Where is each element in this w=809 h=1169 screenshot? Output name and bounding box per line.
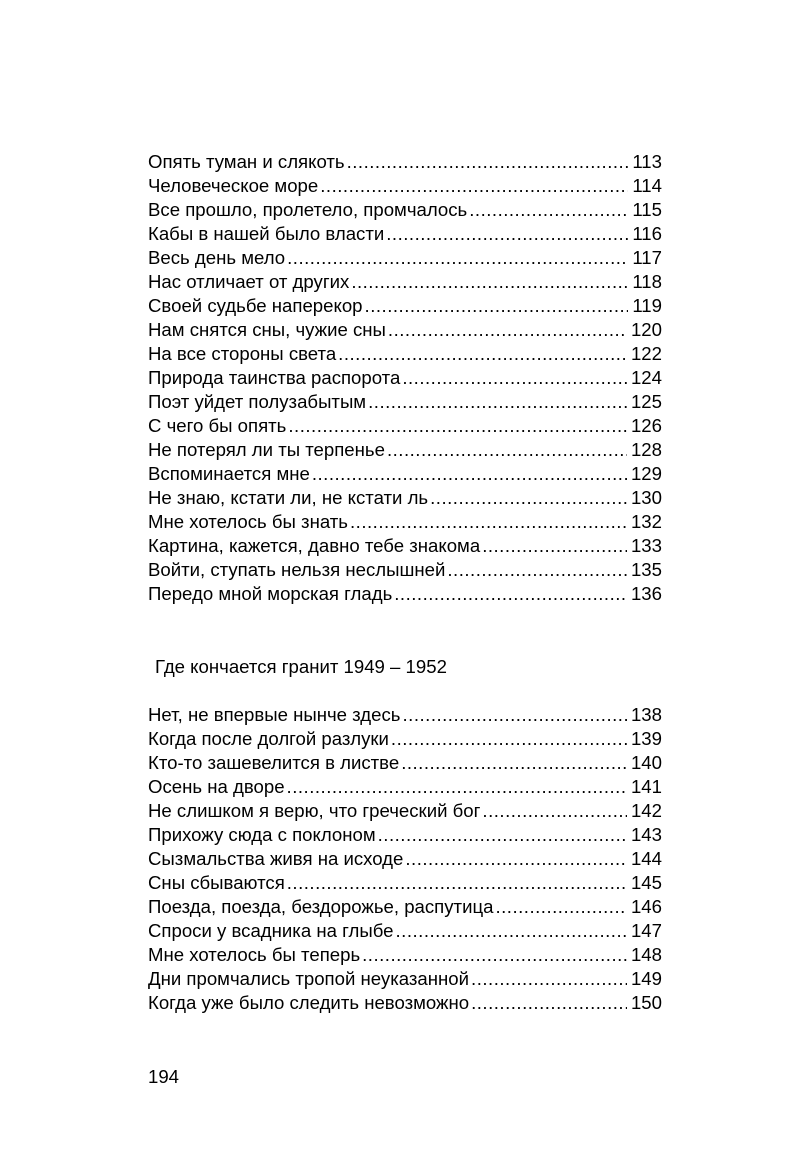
toc-leader-dots — [338, 342, 627, 366]
toc-entry-page: 145 — [630, 872, 662, 893]
toc-entry-title: Кто-то зашевелится в листве — [148, 752, 400, 773]
toc-entry-page: 142 — [630, 800, 662, 821]
toc-entry-page: 141 — [630, 776, 662, 797]
toc-entry — [148, 727, 662, 751]
toc-entry-page: 133 — [630, 535, 662, 556]
toc-entry-page: 130 — [630, 487, 662, 508]
toc-entry-page: 143 — [630, 824, 662, 845]
toc-entry-title: Природа таинства распорота — [148, 367, 401, 388]
toc-entry — [148, 967, 662, 991]
toc-entry — [148, 198, 662, 222]
toc-leader-dots — [471, 967, 627, 991]
toc-entry — [148, 751, 662, 775]
toc-entry — [148, 246, 662, 270]
toc-leader-dots — [347, 150, 629, 174]
toc-entry-page: 122 — [630, 343, 662, 364]
toc-entry-title: Своей судьбе наперекор — [148, 295, 363, 316]
toc-entry-page: 120 — [630, 319, 662, 340]
toc-entry-title: Когда после долгой разлуки — [148, 728, 389, 749]
toc-entry — [148, 510, 662, 534]
toc-entry — [148, 943, 662, 967]
toc-entry-title: Дни промчались тропой неуказанной — [148, 968, 470, 989]
toc-entry-page: 150 — [630, 992, 662, 1013]
toc-leader-dots — [447, 558, 627, 582]
toc-entry-page: 144 — [630, 848, 662, 869]
toc-leader-dots — [350, 510, 627, 534]
toc-entry-page: 124 — [630, 367, 662, 388]
toc-entry-title: Мне хотелось бы теперь — [148, 944, 361, 965]
toc-entry-title: Поезда, поезда, бездорожье, распутица — [148, 896, 494, 917]
toc-entry — [148, 294, 662, 318]
toc-entry-title: Передо мной морская гладь — [148, 583, 393, 604]
toc-entry — [148, 270, 662, 294]
toc-entry-title: Не слишком я верю, что греческий бог — [148, 800, 481, 821]
toc-entry-title: Нет, не впервые нынче здесь — [148, 704, 401, 725]
toc-entry-title: Мне хотелось бы знать — [148, 511, 348, 532]
toc-entry — [148, 150, 662, 174]
toc-entry-page: 147 — [630, 920, 662, 941]
toc-entry — [148, 222, 662, 246]
toc-leader-dots — [351, 270, 628, 294]
toc-entry-page: 139 — [630, 728, 662, 749]
toc-leader-dots — [312, 462, 627, 486]
toc-entry — [148, 823, 662, 847]
toc-entry-title: Поэт уйдет полузабытым — [148, 391, 367, 412]
toc-entry — [148, 799, 662, 823]
table-of-contents-part-1 — [148, 150, 662, 606]
section-heading: Где кончается гранит 1949 – 1952 — [155, 656, 447, 677]
toc-entry-title: Все прошло, пролетело, промчалось — [148, 199, 468, 220]
toc-entry-page: 119 — [632, 295, 662, 316]
toc-entry-page: 118 — [632, 271, 662, 292]
toc-entry-title: Весь день мело — [148, 247, 286, 268]
toc-entry-title: Не потерял ли ты терпенье — [148, 439, 385, 460]
toc-leader-dots — [402, 366, 627, 390]
toc-leader-dots — [482, 799, 627, 823]
toc-entry-page: 129 — [630, 463, 662, 484]
toc-entry-page: 146 — [630, 896, 662, 917]
toc-leader-dots — [391, 727, 627, 751]
toc-entry-title: Спроси у всадника на глыбе — [148, 920, 394, 941]
toc-leader-dots — [387, 438, 627, 462]
toc-entry — [148, 438, 662, 462]
toc-entry-page: 126 — [630, 415, 662, 436]
toc-entry-page: 116 — [632, 223, 662, 244]
toc-entry-page: 114 — [632, 175, 662, 196]
toc-entry — [148, 582, 662, 606]
toc-leader-dots — [368, 390, 627, 414]
toc-entry-page: 125 — [630, 391, 662, 412]
toc-leader-dots — [402, 703, 626, 727]
toc-entry — [148, 318, 662, 342]
toc-leader-dots — [401, 751, 627, 775]
toc-leader-dots — [287, 775, 627, 799]
toc-entry-page: 140 — [630, 752, 662, 773]
toc-entry — [148, 342, 662, 366]
toc-entry-title: Не знаю, кстати ли, не кстати ль — [148, 487, 429, 508]
toc-entry-title: Картина, кажется, давно тебе знакома — [148, 535, 481, 556]
toc-entry — [148, 534, 662, 558]
table-of-contents-part-2 — [148, 703, 662, 1015]
toc-entry — [148, 991, 662, 1015]
toc-entry-page: 132 — [630, 511, 662, 532]
toc-entry — [148, 366, 662, 390]
toc-entry — [148, 775, 662, 799]
toc-entry — [148, 847, 662, 871]
toc-leader-dots — [386, 222, 628, 246]
toc-leader-dots — [378, 823, 627, 847]
toc-leader-dots — [388, 318, 627, 342]
toc-entry-title: Кабы в нашей было власти — [148, 223, 385, 244]
toc-entry-title: На все стороны света — [148, 343, 337, 364]
toc-entry-title: Сны сбываются — [148, 872, 285, 893]
toc-leader-dots — [430, 486, 627, 510]
toc-leader-dots — [287, 246, 628, 270]
toc-entry — [148, 462, 662, 486]
toc-entry — [148, 390, 662, 414]
toc-entry-page: 135 — [630, 559, 662, 580]
toc-leader-dots — [471, 991, 627, 1015]
toc-leader-dots — [287, 871, 627, 895]
toc-entry-page: 149 — [630, 968, 662, 989]
toc-entry — [148, 871, 662, 895]
toc-entry-title: Прихожу сюда с поклоном — [148, 824, 376, 845]
toc-leader-dots — [288, 414, 627, 438]
toc-leader-dots — [396, 919, 627, 943]
toc-entry-title: Нас отличает от других — [148, 271, 350, 292]
toc-leader-dots — [394, 582, 627, 606]
toc-leader-dots — [482, 534, 627, 558]
page-number: 194 — [148, 1066, 180, 1087]
toc-entry-title: С чего бы опять — [148, 415, 287, 436]
toc-entry — [148, 919, 662, 943]
toc-entry-title: Когда уже было следить невозможно — [148, 992, 470, 1013]
toc-entry-title: Опять туман и слякоть — [148, 151, 345, 172]
toc-entry-title: Человеческое море — [148, 175, 319, 196]
toc-leader-dots — [469, 198, 628, 222]
toc-leader-dots — [365, 294, 629, 318]
toc-leader-dots — [362, 943, 627, 967]
toc-entry-page: 136 — [630, 583, 662, 604]
toc-entry-title: Вспоминается мне — [148, 463, 310, 484]
toc-entry-page: 148 — [630, 944, 662, 965]
toc-entry — [148, 703, 662, 727]
toc-leader-dots — [320, 174, 628, 198]
toc-entry-title: Осень на дворе — [148, 776, 285, 797]
toc-entry — [148, 414, 662, 438]
toc-entry — [148, 895, 662, 919]
toc-entry — [148, 558, 662, 582]
toc-entry — [148, 486, 662, 510]
toc-entry-title: Нам снятся сны, чужие сны — [148, 319, 386, 340]
toc-entry-title: Войти, ступать нельзя неслышней — [148, 559, 446, 580]
toc-entry-page: 113 — [632, 151, 662, 172]
toc-entry-page: 128 — [630, 439, 662, 460]
toc-leader-dots — [495, 895, 627, 919]
toc-leader-dots — [405, 847, 627, 871]
toc-entry — [148, 174, 662, 198]
toc-entry-page: 138 — [630, 704, 662, 725]
toc-entry-page: 115 — [632, 199, 662, 220]
toc-entry-page: 117 — [632, 247, 662, 268]
toc-entry-title: Сызмальства живя на исходе — [148, 848, 404, 869]
